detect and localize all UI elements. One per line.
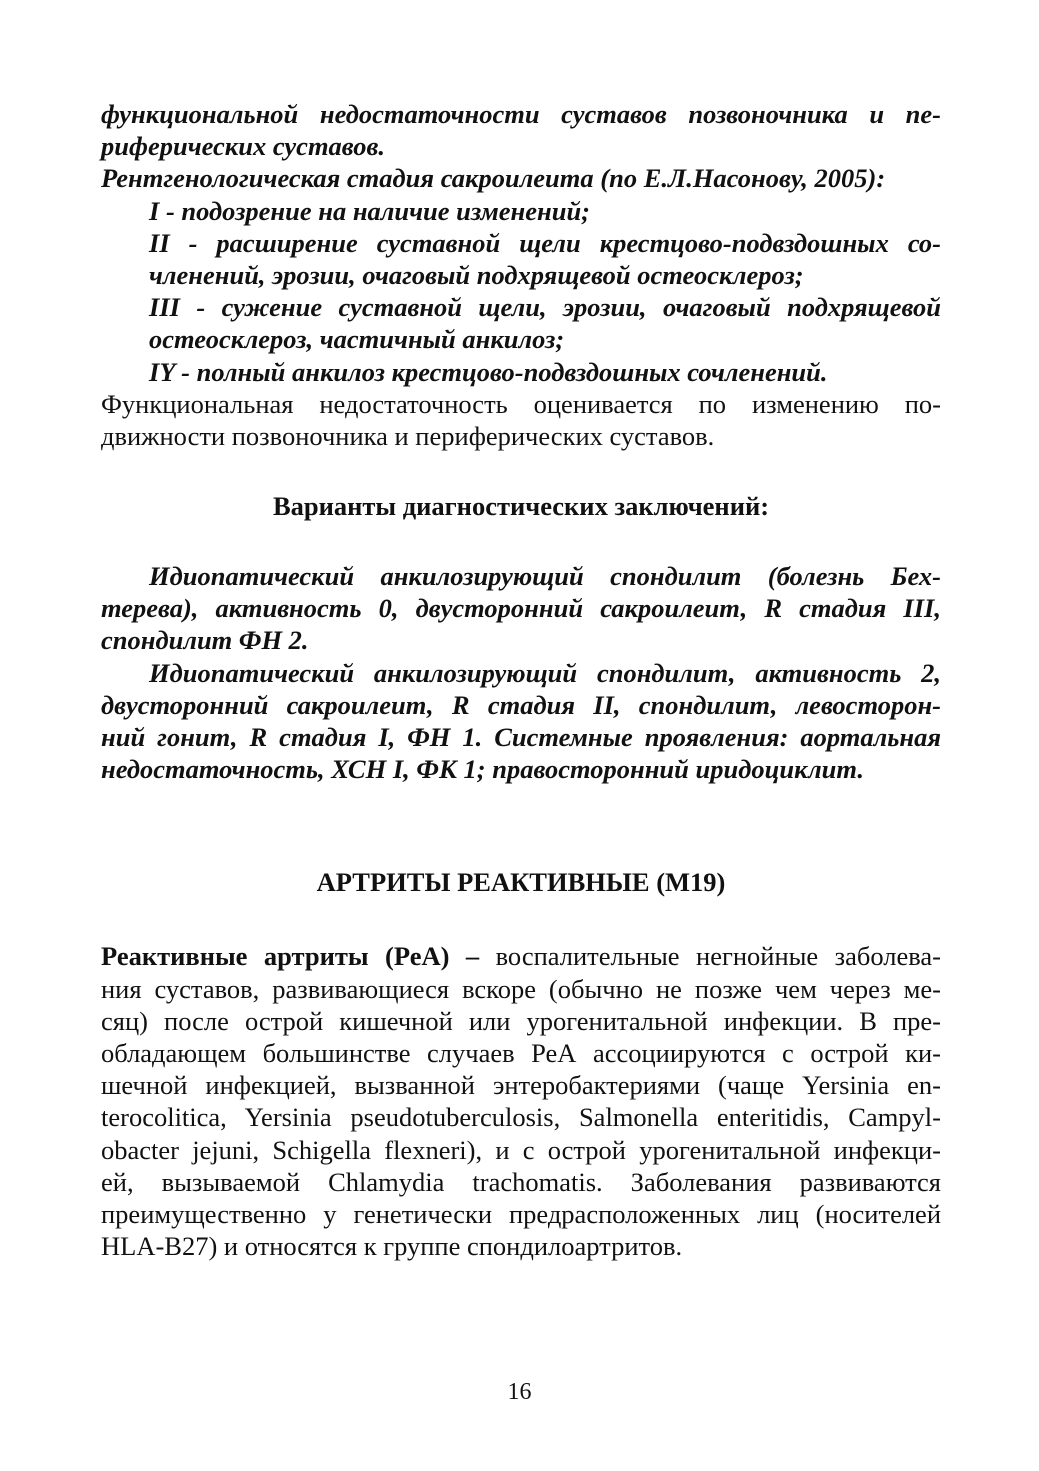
example-line: Идиопатический анкилозирующий спондилит (болезнь Бех- <box>149 561 941 592</box>
text-line: сяц) после острой кишечной или урогенитальной инфекции. В пре- <box>101 1005 941 1036</box>
section-heading: Варианты диагностических заключений: <box>272 491 770 522</box>
stage-item-continuation: остеосклероз, частичный анкилоз; <box>149 324 565 355</box>
stage-item: II - расширение суставной щели крестцово-подвздошных со- <box>149 227 941 258</box>
text-line: Функциональная недостаточность оценивается по изменению по- <box>101 388 941 419</box>
example-line: недостаточность, ХСН I, ФК 1; правосторонний иридоциклит. <box>101 754 864 785</box>
text-line: шечной инфекцией, вызванной энтеробактериями (чаще Yersinia en- <box>101 1070 941 1101</box>
example-line: терева), активность 0, двусторонний сакроилеит, R стадия III, <box>101 593 941 624</box>
example-line: Идиопатический анкилозирующий спондилит, активность 2, <box>149 657 941 688</box>
stage-item: III - сужение суставной щели, эрозии, очаговый подхрящевой <box>149 292 941 323</box>
text-line: преимущественно у генетически предрасположенных лиц (носителей <box>101 1198 941 1229</box>
text-line: terocolitica, Yersinia pseudotuberculosis, Salmonella enteritidis, Campyl- <box>101 1102 941 1133</box>
text-line: Рентгенологическая стадия сакроилеита (по Е.Л.Насонову, 2005): <box>101 163 886 194</box>
text-line: HLA-B27) и относятся к группе спондилоартритов. <box>101 1231 683 1262</box>
text-line: движности позвоночника и периферических суставов. <box>101 420 715 451</box>
text-line: ей, вызываемой Chlamydia trachomatis. Заболевания развиваются <box>101 1166 941 1197</box>
text-line: обладающем большинстве случаев РеА ассоциируются с острой ки- <box>101 1037 941 1068</box>
stage-item: IY - полный анкилоз крестцово-подвздошных сочленений. <box>149 356 828 387</box>
example-line: ний гонит, R стадия I, ФН 1. Системные проявления: аортальная <box>101 722 941 752</box>
page-number: 16 <box>507 1379 532 1405</box>
example-line: спондилит ФН 2. <box>101 625 309 656</box>
reactive-arthritis-paragraph <box>101 940 941 1262</box>
text-line: obacter jejuni, Schigella flexneri), и с острой урогенитальной инфекци- <box>101 1134 941 1165</box>
chapter-heading: АРТРИТЫ РЕАКТИВНЫЕ (М19) <box>316 867 726 898</box>
stage-item-continuation: членений, эрозии, очаговый подхрящевой остеосклероз; <box>149 259 804 290</box>
stage-item: I - подозрение на наличие изменений; <box>149 195 591 226</box>
page-content <box>101 98 941 1262</box>
text-run: воспалительные негнойные заболева- <box>479 941 941 972</box>
text-line: риферических суставов. <box>101 131 386 162</box>
text-line: ния суставов, развивающиеся вскоре (обычно не позже чем через ме- <box>101 973 941 1004</box>
term-bold: Реактивные артриты (РеА) – <box>101 941 480 972</box>
text-line: функциональной недостаточности суставов позвоночника и пе- <box>101 99 941 129</box>
text-line <box>101 940 941 972</box>
functional-paragraph <box>101 388 941 452</box>
diagnosis-examples <box>101 560 941 785</box>
example-line: двусторонний сакроилеит, R стадия II, спондилит, левосторон- <box>101 689 941 720</box>
staging-block <box>101 98 941 388</box>
